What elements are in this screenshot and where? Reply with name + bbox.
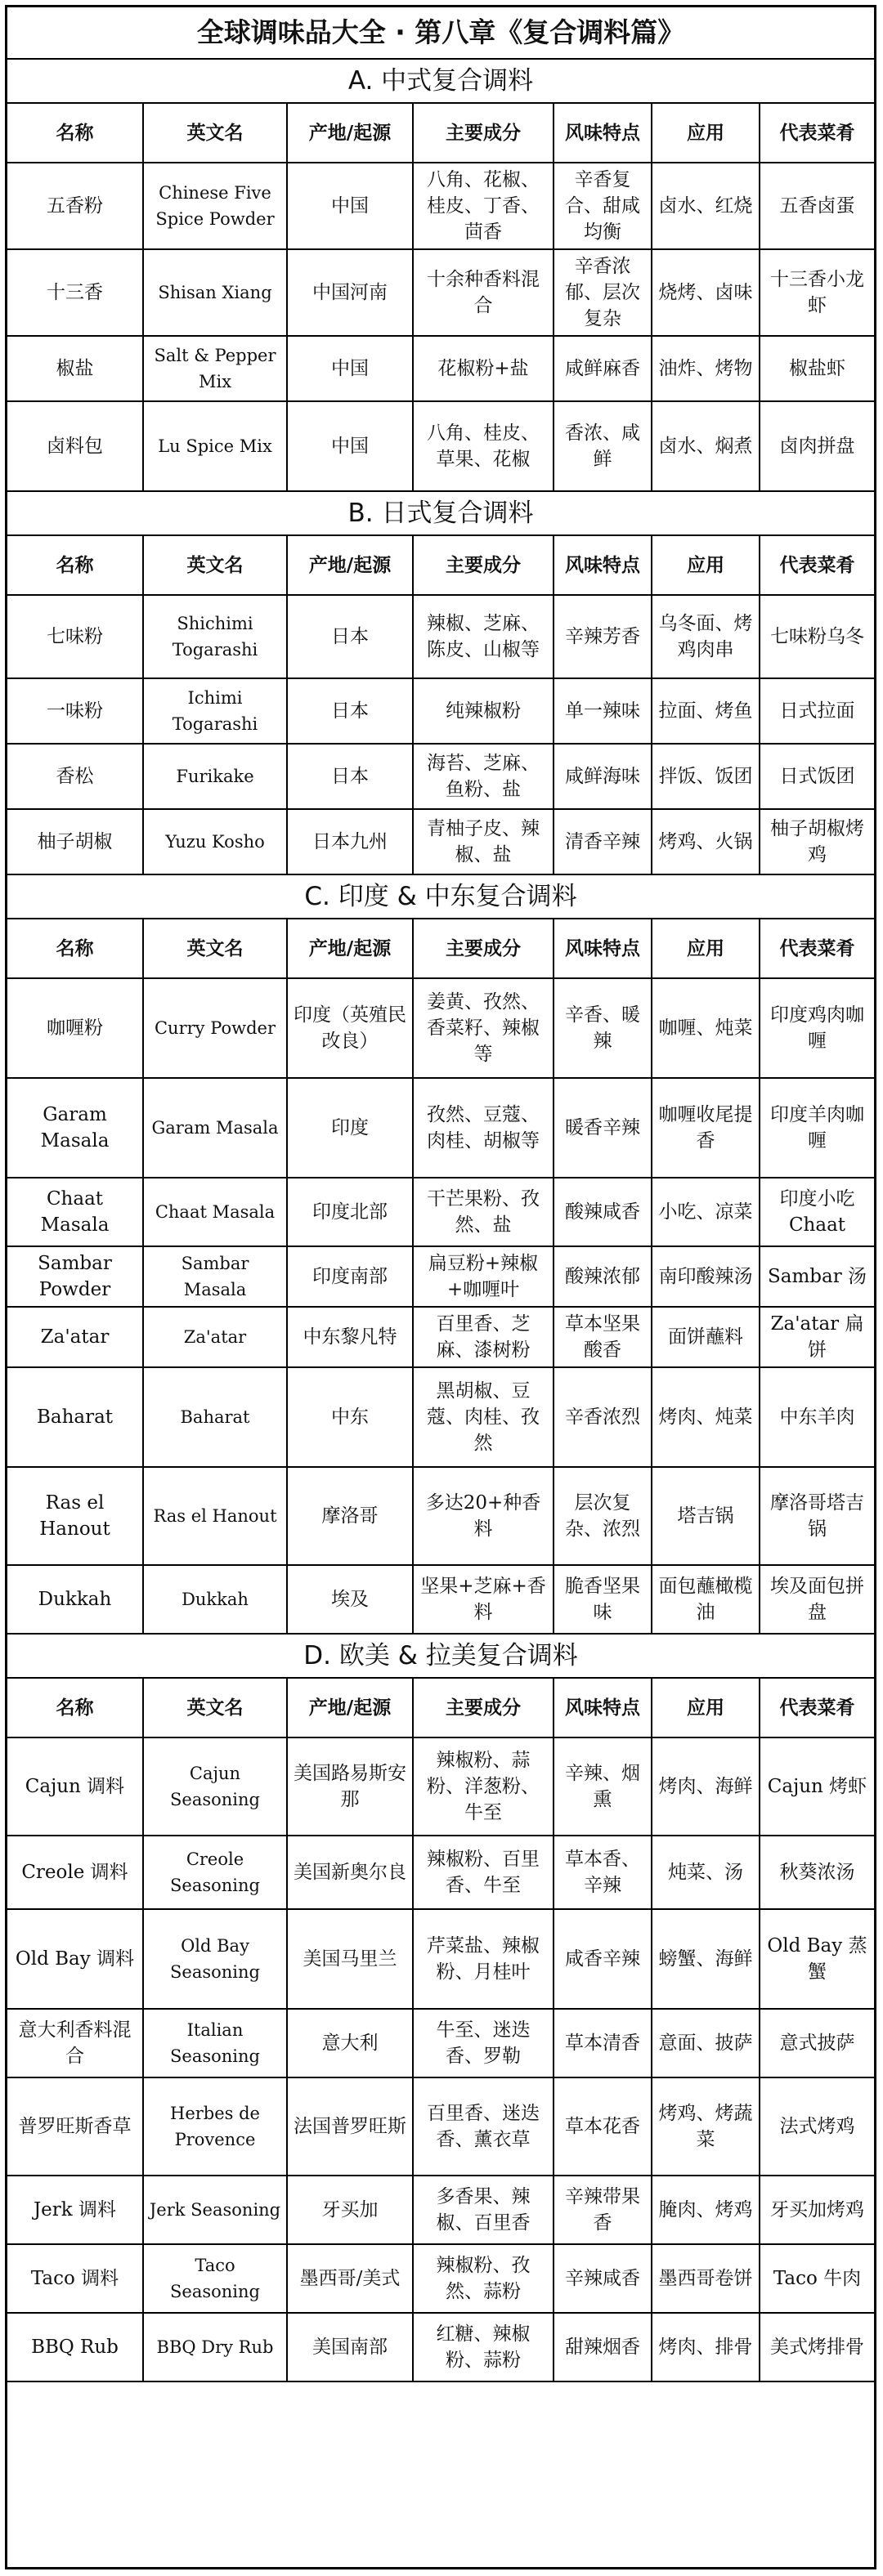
cell-usage: 意面、披萨 xyxy=(652,2009,760,2077)
header-origin: 产地/起源 xyxy=(287,104,413,163)
cell-origin: 美国南部 xyxy=(287,2313,413,2381)
cell-english-name: Garam Masala xyxy=(143,1078,287,1178)
cell-ingredients: 芹菜盐、辣椒粉、月桂叶 xyxy=(413,1909,554,2009)
cell-flavor: 草本坚果酸香 xyxy=(554,1307,652,1367)
cell-usage: 烧烤、卤味 xyxy=(652,249,760,336)
cell-name: Garam Masala xyxy=(7,1078,143,1178)
cell-origin: 法国普罗旺斯 xyxy=(287,2077,413,2176)
cell-name: 椒盐 xyxy=(7,336,143,401)
cell-ingredients: 孜然、豆蔻、肉桂、胡椒等 xyxy=(413,1078,554,1178)
cell-flavor: 清香辛辣 xyxy=(554,809,652,874)
table-row xyxy=(7,1178,874,1246)
cell-flavor: 脆香坚果味 xyxy=(554,1565,652,1634)
cell-dish: 秋葵浓汤 xyxy=(760,1836,874,1909)
cell-ingredients: 坚果+芝麻+香料 xyxy=(413,1565,554,1634)
header-dish: 代表菜肴 xyxy=(760,104,874,163)
cell-ingredients: 干芒果粉、孜然、盐 xyxy=(413,1178,554,1246)
cell-origin: 美国路易斯安那 xyxy=(287,1737,413,1836)
table-row xyxy=(7,163,874,249)
cell-name: 意大利香料混合 xyxy=(7,2009,143,2077)
header-flavor: 风味特点 xyxy=(554,919,652,978)
cell-name: Sambar Powder xyxy=(7,1246,143,1307)
cell-english-name: Yuzu Kosho xyxy=(143,809,287,874)
cell-origin: 中东黎凡特 xyxy=(287,1307,413,1367)
header-row xyxy=(7,536,874,595)
header-ingredients: 主要成分 xyxy=(413,1679,554,1737)
cell-usage: 烤肉、排骨 xyxy=(652,2313,760,2381)
cell-name: 十三香 xyxy=(7,249,143,336)
cell-dish: 日式饭团 xyxy=(760,744,874,809)
cell-flavor: 辛辣芳香 xyxy=(554,595,652,678)
cell-name: Jerk 调料 xyxy=(7,2176,143,2244)
cell-ingredients: 辣椒粉、孜然、蒜粉 xyxy=(413,2244,554,2313)
header-ingredients: 主要成分 xyxy=(413,104,554,163)
cell-name: 卤料包 xyxy=(7,401,143,491)
cell-name: 五香粉 xyxy=(7,163,143,249)
cell-usage: 油炸、烤物 xyxy=(652,336,760,401)
cell-name: Za'atar xyxy=(7,1307,143,1367)
cell-usage: 螃蟹、海鲜 xyxy=(652,1909,760,2009)
cell-dish: 十三香小龙虾 xyxy=(760,249,874,336)
section-heading: D. 欧美 & 拉美复合调料 xyxy=(7,1635,874,1679)
cell-english-name: Herbes de Provence xyxy=(143,2077,287,2176)
cell-usage: 烤肉、海鲜 xyxy=(652,1737,760,1836)
cell-ingredients: 青柚子皮、辣椒、盐 xyxy=(413,809,554,874)
cell-name: 咖喱粉 xyxy=(7,978,143,1078)
header-row xyxy=(7,919,874,978)
document-page xyxy=(5,5,876,2569)
cell-english-name: Creole Seasoning xyxy=(143,1836,287,1909)
cell-dish: 美式烤排骨 xyxy=(760,2313,874,2381)
cell-origin: 墨西哥/美式 xyxy=(287,2244,413,2313)
seasoning-table xyxy=(7,1679,874,2382)
table-row xyxy=(7,1246,874,1307)
cell-origin: 印度（英殖民改良） xyxy=(287,978,413,1078)
header-usage: 应用 xyxy=(652,1679,760,1737)
cell-flavor: 酸辣咸香 xyxy=(554,1178,652,1246)
cell-flavor: 甜辣烟香 xyxy=(554,2313,652,2381)
cell-english-name: Salt & Pepper Mix xyxy=(143,336,287,401)
cell-usage: 面包蘸橄榄油 xyxy=(652,1565,760,1634)
cell-name: Creole 调料 xyxy=(7,1836,143,1909)
cell-dish: 牙买加烤鸡 xyxy=(760,2176,874,2244)
cell-dish: 意式披萨 xyxy=(760,2009,874,2077)
cell-name: 七味粉 xyxy=(7,595,143,678)
table-row xyxy=(7,1467,874,1565)
cell-dish: 法式烤鸡 xyxy=(760,2077,874,2176)
cell-dish: 日式拉面 xyxy=(760,678,874,744)
cell-english-name: Taco Seasoning xyxy=(143,2244,287,2313)
cell-ingredients: 百里香、迷迭香、薰衣草 xyxy=(413,2077,554,2176)
cell-dish: 卤肉拼盘 xyxy=(760,401,874,491)
table-row xyxy=(7,744,874,809)
cell-name: 柚子胡椒 xyxy=(7,809,143,874)
cell-usage: 烤鸡、火锅 xyxy=(652,809,760,874)
cell-ingredients: 扁豆粉+辣椒+咖喱叶 xyxy=(413,1246,554,1307)
header-flavor: 风味特点 xyxy=(554,536,652,595)
section-heading: B. 日式复合调料 xyxy=(7,492,874,536)
cell-dish: 中东羊肉 xyxy=(760,1367,874,1467)
cell-name: Dukkah xyxy=(7,1565,143,1634)
cell-english-name: Jerk Seasoning xyxy=(143,2176,287,2244)
cell-ingredients: 多香果、辣椒、百里香 xyxy=(413,2176,554,2244)
cell-origin: 印度南部 xyxy=(287,1246,413,1307)
cell-origin: 意大利 xyxy=(287,2009,413,2077)
cell-ingredients: 花椒粉+盐 xyxy=(413,336,554,401)
seasoning-table xyxy=(7,104,874,492)
header-usage: 应用 xyxy=(652,919,760,978)
cell-english-name: Lu Spice Mix xyxy=(143,401,287,491)
cell-ingredients: 姜黄、孜然、香菜籽、辣椒等 xyxy=(413,978,554,1078)
cell-flavor: 辛香复合、甜咸均衡 xyxy=(554,163,652,249)
cell-name: Ras el Hanout xyxy=(7,1467,143,1565)
cell-usage: 卤水、焖煮 xyxy=(652,401,760,491)
cell-ingredients: 辣椒粉、蒜粉、洋葱粉、牛至 xyxy=(413,1737,554,1836)
cell-name: BBQ Rub xyxy=(7,2313,143,2381)
cell-english-name: Cajun Seasoning xyxy=(143,1737,287,1836)
cell-usage: 拌饭、饭团 xyxy=(652,744,760,809)
cell-origin: 中国 xyxy=(287,401,413,491)
header-name: 名称 xyxy=(7,536,143,595)
cell-origin: 印度北部 xyxy=(287,1178,413,1246)
cell-usage: 墨西哥卷饼 xyxy=(652,2244,760,2313)
header-row xyxy=(7,104,874,163)
header-usage: 应用 xyxy=(652,536,760,595)
cell-flavor: 香浓、咸鲜 xyxy=(554,401,652,491)
cell-usage: 小吃、凉菜 xyxy=(652,1178,760,1246)
table-row xyxy=(7,1565,874,1634)
cell-origin: 印度 xyxy=(287,1078,413,1178)
table-row xyxy=(7,249,874,336)
cell-ingredients: 八角、桂皮、草果、花椒 xyxy=(413,401,554,491)
cell-flavor: 层次复杂、浓烈 xyxy=(554,1467,652,1565)
cell-name: 一味粉 xyxy=(7,678,143,744)
table-row xyxy=(7,978,874,1078)
cell-dish: 印度鸡肉咖喱 xyxy=(760,978,874,1078)
cell-origin: 日本九州 xyxy=(287,809,413,874)
cell-flavor: 辛辣带果香 xyxy=(554,2176,652,2244)
cell-dish: Cajun 烤虾 xyxy=(760,1737,874,1836)
header-english-name: 英文名 xyxy=(143,104,287,163)
cell-usage: 面饼蘸料 xyxy=(652,1307,760,1367)
cell-dish: 椒盐虾 xyxy=(760,336,874,401)
table-row xyxy=(7,1737,874,1836)
section-block xyxy=(7,492,874,875)
cell-usage: 塔吉锅 xyxy=(652,1467,760,1565)
cell-english-name: Old Bay Seasoning xyxy=(143,1909,287,2009)
cell-english-name: Shichimi Togarashi xyxy=(143,595,287,678)
page-title: 全球调味品大全 · 第八章《复合调料篇》 xyxy=(7,7,874,60)
cell-usage: 卤水、红烧 xyxy=(652,163,760,249)
cell-origin: 日本 xyxy=(287,595,413,678)
cell-origin: 牙买加 xyxy=(287,2176,413,2244)
cell-flavor: 辛辣咸香 xyxy=(554,2244,652,2313)
cell-dish: 柚子胡椒烤鸡 xyxy=(760,809,874,874)
table-row xyxy=(7,1307,874,1367)
table-row xyxy=(7,2077,874,2176)
cell-origin: 美国马里兰 xyxy=(287,1909,413,2009)
cell-english-name: Baharat xyxy=(143,1367,287,1467)
cell-dish: Sambar 汤 xyxy=(760,1246,874,1307)
cell-origin: 中国河南 xyxy=(287,249,413,336)
header-name: 名称 xyxy=(7,919,143,978)
cell-usage: 烤肉、炖菜 xyxy=(652,1367,760,1467)
cell-english-name: Curry Powder xyxy=(143,978,287,1078)
cell-ingredients: 八角、花椒、桂皮、丁香、茴香 xyxy=(413,163,554,249)
cell-dish: 五香卤蛋 xyxy=(760,163,874,249)
section-block xyxy=(7,1635,874,2382)
cell-usage: 烤鸡、烤蔬菜 xyxy=(652,2077,760,2176)
cell-origin: 日本 xyxy=(287,678,413,744)
cell-name: 香松 xyxy=(7,744,143,809)
cell-english-name: Shisan Xiang xyxy=(143,249,287,336)
cell-origin: 摩洛哥 xyxy=(287,1467,413,1565)
header-row xyxy=(7,1679,874,1737)
header-ingredients: 主要成分 xyxy=(413,919,554,978)
header-usage: 应用 xyxy=(652,104,760,163)
cell-name: Old Bay 调料 xyxy=(7,1909,143,2009)
cell-usage: 拉面、烤鱼 xyxy=(652,678,760,744)
cell-english-name: Za'atar xyxy=(143,1307,287,1367)
cell-dish: 摩洛哥塔吉锅 xyxy=(760,1467,874,1565)
cell-ingredients: 红糖、辣椒粉、蒜粉 xyxy=(413,2313,554,2381)
cell-flavor: 暖香辛辣 xyxy=(554,1078,652,1178)
cell-usage: 腌肉、烤鸡 xyxy=(652,2176,760,2244)
cell-flavor: 草本香、辛辣 xyxy=(554,1836,652,1909)
cell-flavor: 辛香浓郁、层次复杂 xyxy=(554,249,652,336)
table-row xyxy=(7,2009,874,2077)
cell-dish: Za'atar 扁饼 xyxy=(760,1307,874,1367)
cell-name: Chaat Masala xyxy=(7,1178,143,1246)
cell-english-name: Chaat Masala xyxy=(143,1178,287,1246)
cell-english-name: Chinese Five Spice Powder xyxy=(143,163,287,249)
seasoning-table xyxy=(7,919,874,1635)
section-block xyxy=(7,875,874,1635)
cell-english-name: Furikake xyxy=(143,744,287,809)
cell-ingredients: 海苔、芝麻、鱼粉、盐 xyxy=(413,744,554,809)
table-row xyxy=(7,595,874,678)
header-origin: 产地/起源 xyxy=(287,1679,413,1737)
cell-dish: 埃及面包拼盘 xyxy=(760,1565,874,1634)
cell-flavor: 辛辣、烟熏 xyxy=(554,1737,652,1836)
cell-origin: 中国 xyxy=(287,336,413,401)
cell-usage: 咖喱、炖菜 xyxy=(652,978,760,1078)
header-origin: 产地/起源 xyxy=(287,536,413,595)
cell-dish: 七味粉乌冬 xyxy=(760,595,874,678)
cell-ingredients: 辣椒粉、百里香、牛至 xyxy=(413,1836,554,1909)
cell-usage: 南印酸辣汤 xyxy=(652,1246,760,1307)
section-block xyxy=(7,60,874,492)
cell-flavor: 咸香辛辣 xyxy=(554,1909,652,2009)
cell-usage: 炖菜、汤 xyxy=(652,1836,760,1909)
table-row xyxy=(7,1909,874,2009)
section-heading: C. 印度 & 中东复合调料 xyxy=(7,875,874,919)
cell-origin: 日本 xyxy=(287,744,413,809)
section-heading: A. 中式复合调料 xyxy=(7,60,874,104)
header-dish: 代表菜肴 xyxy=(760,536,874,595)
table-row xyxy=(7,2244,874,2313)
cell-ingredients: 百里香、芝麻、漆树粉 xyxy=(413,1307,554,1367)
cell-english-name: Ras el Hanout xyxy=(143,1467,287,1565)
header-english-name: 英文名 xyxy=(143,919,287,978)
cell-usage: 乌冬面、烤鸡肉串 xyxy=(652,595,760,678)
cell-dish: 印度羊肉咖喱 xyxy=(760,1078,874,1178)
seasoning-table xyxy=(7,536,874,875)
header-origin: 产地/起源 xyxy=(287,919,413,978)
cell-ingredients: 十余种香料混合 xyxy=(413,249,554,336)
cell-usage: 咖喱收尾提香 xyxy=(652,1078,760,1178)
table-row xyxy=(7,401,874,491)
header-flavor: 风味特点 xyxy=(554,1679,652,1737)
cell-english-name: Ichimi Togarashi xyxy=(143,678,287,744)
cell-ingredients: 辣椒、芝麻、陈皮、山椒等 xyxy=(413,595,554,678)
cell-ingredients: 纯辣椒粉 xyxy=(413,678,554,744)
cell-origin: 中东 xyxy=(287,1367,413,1467)
table-row xyxy=(7,678,874,744)
cell-origin: 中国 xyxy=(287,163,413,249)
cell-english-name: Italian Seasoning xyxy=(143,2009,287,2077)
header-english-name: 英文名 xyxy=(143,536,287,595)
sections-container xyxy=(7,60,874,2382)
table-row xyxy=(7,1078,874,1178)
cell-name: Cajun 调料 xyxy=(7,1737,143,1836)
cell-english-name: BBQ Dry Rub xyxy=(143,2313,287,2381)
cell-ingredients: 多达20+种香料 xyxy=(413,1467,554,1565)
cell-english-name: Dukkah xyxy=(143,1565,287,1634)
cell-origin: 埃及 xyxy=(287,1565,413,1634)
table-row xyxy=(7,2176,874,2244)
cell-ingredients: 牛至、迷迭香、罗勒 xyxy=(413,2009,554,2077)
header-ingredients: 主要成分 xyxy=(413,536,554,595)
header-name: 名称 xyxy=(7,1679,143,1737)
cell-name: Taco 调料 xyxy=(7,2244,143,2313)
header-name: 名称 xyxy=(7,104,143,163)
cell-flavor: 单一辣味 xyxy=(554,678,652,744)
cell-flavor: 草本花香 xyxy=(554,2077,652,2176)
table-row xyxy=(7,2313,874,2381)
cell-origin: 美国新奥尔良 xyxy=(287,1836,413,1909)
table-row xyxy=(7,1367,874,1467)
header-flavor: 风味特点 xyxy=(554,104,652,163)
table-row xyxy=(7,336,874,401)
cell-name: Baharat xyxy=(7,1367,143,1467)
header-english-name: 英文名 xyxy=(143,1679,287,1737)
cell-flavor: 辛香浓烈 xyxy=(554,1367,652,1467)
cell-english-name: Sambar Masala xyxy=(143,1246,287,1307)
cell-flavor: 咸鲜海味 xyxy=(554,744,652,809)
cell-flavor: 酸辣浓郁 xyxy=(554,1246,652,1307)
cell-ingredients: 黑胡椒、豆蔻、肉桂、孜然 xyxy=(413,1367,554,1467)
cell-flavor: 辛香、暖辣 xyxy=(554,978,652,1078)
cell-dish: Old Bay 蒸蟹 xyxy=(760,1909,874,2009)
table-row xyxy=(7,809,874,874)
cell-name: 普罗旺斯香草 xyxy=(7,2077,143,2176)
table-row xyxy=(7,1836,874,1909)
cell-flavor: 咸鲜麻香 xyxy=(554,336,652,401)
cell-dish: Taco 牛肉 xyxy=(760,2244,874,2313)
header-dish: 代表菜肴 xyxy=(760,919,874,978)
header-dish: 代表菜肴 xyxy=(760,1679,874,1737)
cell-dish: 印度小吃 Chaat xyxy=(760,1178,874,1246)
cell-flavor: 草本清香 xyxy=(554,2009,652,2077)
